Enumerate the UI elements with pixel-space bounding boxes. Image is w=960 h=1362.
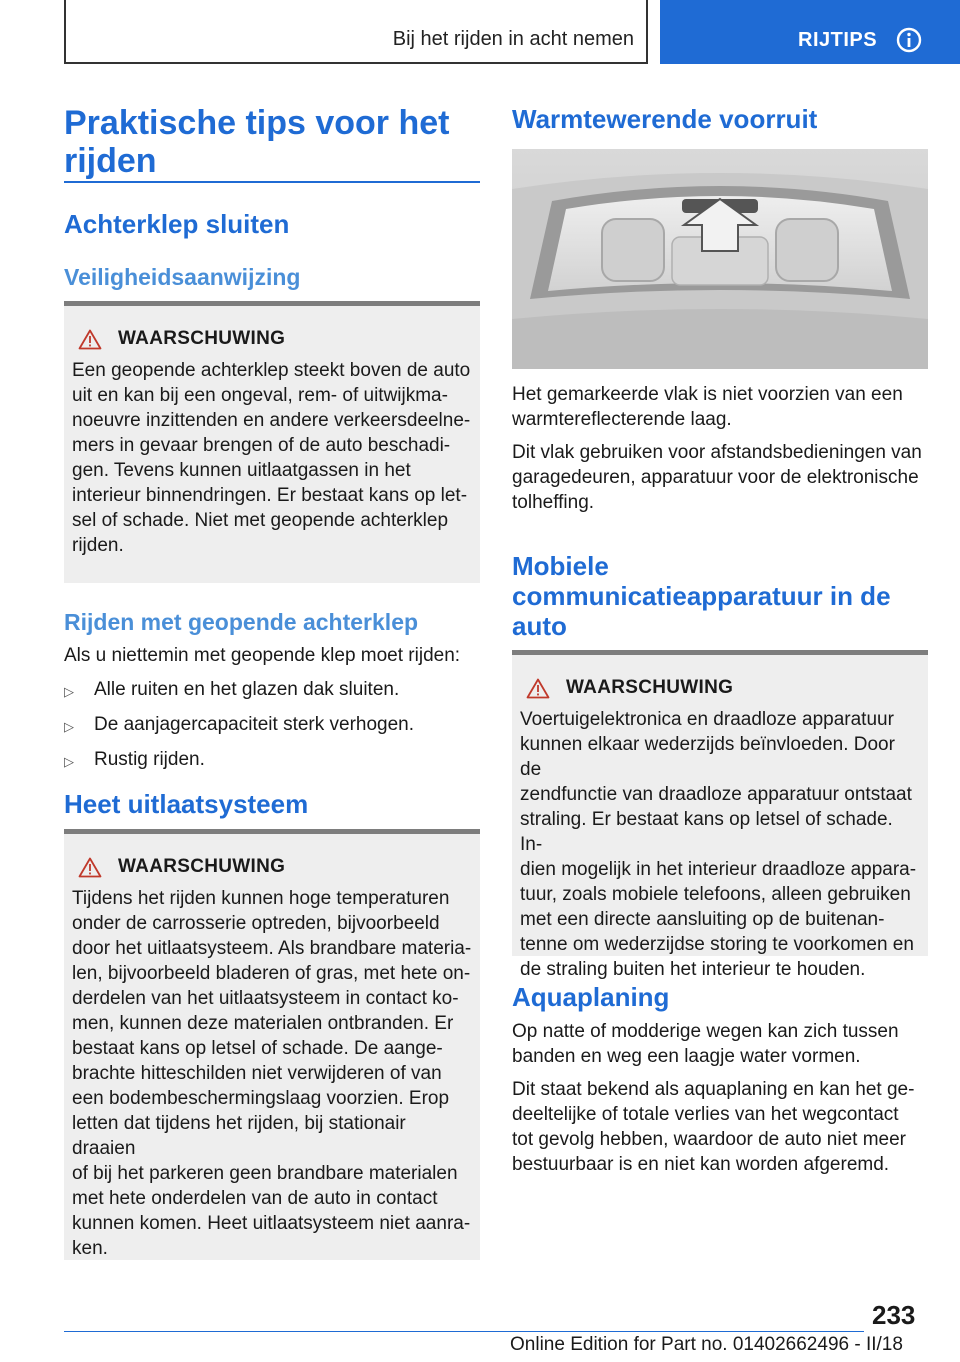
open-tailgate-intro: Als u niettemin met geopende klep moet rijden: xyxy=(64,645,461,666)
section-heading-windshield: Warmtewerende voorruit xyxy=(512,104,818,134)
chapter-tab-label: RIJTIPS xyxy=(798,29,878,51)
section-heading-mobile: Mobiele communicatieapparatuur in de auto xyxy=(512,551,891,641)
header-section-title: Bij het rijden in acht nemen xyxy=(392,28,634,50)
windshield-illustration xyxy=(512,149,928,369)
subheading-open-tailgate: Rijden met geopende achterklep xyxy=(64,609,419,635)
warning-header xyxy=(78,856,472,878)
title-rule xyxy=(64,181,480,183)
warning-label: WAARSCHUWING xyxy=(118,856,286,877)
triangle-bullet-icon: ▷ xyxy=(64,754,74,769)
page-number: 233 xyxy=(872,1300,916,1330)
warning-box-exhaust xyxy=(64,829,480,1260)
aquaplaning-paragraph-2: Dit staat bekend als aquaplaning en kan het ge- deeltelijke of totale verlies van het wegcontact tot gevolg hebben, waardoor de auto niet meer bestuurbaar is en niet kan worden afgeremd. xyxy=(512,1079,915,1175)
footer-edition: Online Edition for Part no. 01402662496 - II/18 xyxy=(510,1334,903,1355)
footer-rule xyxy=(64,1331,864,1332)
page-title: Praktische tips voor het rijden xyxy=(64,104,450,180)
warning-text: Voertuigelektronica en draadloze apparatuur kunnen elkaar wederzijds beïnvloeden. Door de zendfunctie van draadloze apparatuur ontstaat straling. Er bestaat kans op letsel of schade. In- dien mogelijk in het interieur draadloze appara- tuur, zoals mobiele telefoons, alleen gebruiken met een directe aansluiting op de buitenan- tenne om wederzijdse storing te voorkomen en de straling buiten het interieur te houden. xyxy=(520,709,917,980)
triangle-bullet-icon: ▷ xyxy=(64,719,74,734)
warning-header xyxy=(526,677,920,699)
section-heading-tailgate: Achterklep sluiten xyxy=(64,209,290,239)
running-header xyxy=(64,0,648,64)
warning-triangle-icon xyxy=(78,329,102,350)
open-tailgate-list xyxy=(64,677,480,774)
list-item: ▷ Rustig rijden. xyxy=(64,747,480,774)
warning-box-tailgate xyxy=(64,301,480,583)
subheading-safety: Veiligheidsaanwijzing xyxy=(64,264,301,290)
warning-triangle-icon xyxy=(78,857,102,878)
warning-text: Tijdens het rijden kunnen hoge temperaturen onder de carrosserie optreden, bijvoorbeeld door het uitlaatsysteem. Als brandbare materia- len, bijvoorbeeld bladeren of gras, met hete on- derdelen van het uitlaatsysteem in contact ko- men, kunnen deze materialen ontbranden. Er bestaat kans op letsel of schade. De aange- brachte hitteschilden niet verwijderen of van een bodembeschermingslaag voorzien. Erop letten dat tijdens het rijden, bij stationair draaien of bij het parkeren geen brandbare materialen met hete onderdelen van de auto in contact kunnen komen. Heet uitlaatsysteem niet aanra- ken. xyxy=(72,888,472,1259)
list-item: ▷ De aanjagercapaciteit sterk verhogen. xyxy=(64,712,480,739)
chapter-tab[interactable] xyxy=(660,0,960,64)
info-circle-icon xyxy=(896,27,922,53)
section-heading-aquaplaning: Aquaplaning xyxy=(512,982,670,1012)
warning-box-mobile xyxy=(512,650,928,980)
triangle-bullet-icon: ▷ xyxy=(64,684,74,699)
windshield-paragraph-1: Het gemarkeerde vlak is niet voorzien van een warmtereflecterende laag. xyxy=(512,384,903,430)
warning-text: Een geopende achterklep steekt boven de auto uit en kan bij een ongeval, rem- of uitwijkma- noeuvre inzittenden en andere verkeersdeelne- mers in gevaar brengen of de auto beschadi- gen. Tevens kunnen uitlaatgassen in het interieur binnendringen. Er bestaat kans op let- sel of schade. Niet met geopende achterklep rijden. xyxy=(72,360,471,556)
warning-label: WAARSCHUWING xyxy=(566,677,734,698)
warning-label: WAARSCHUWING xyxy=(118,328,286,349)
aquaplaning-paragraph-1: Op natte of modderige wegen kan zich tussen banden en weg een laagje water vormen. xyxy=(512,1021,899,1067)
warning-header xyxy=(78,328,472,350)
windshield-paragraph-2: Dit vlak gebruiken voor afstandsbedieningen van garagedeuren, apparatuur voor de elektronische tolheffing. xyxy=(512,442,922,513)
list-item: ▷ Alle ruiten en het glazen dak sluiten. xyxy=(64,677,480,704)
warning-triangle-icon xyxy=(526,678,550,699)
section-heading-exhaust: Heet uitlaatsysteem xyxy=(64,789,309,819)
